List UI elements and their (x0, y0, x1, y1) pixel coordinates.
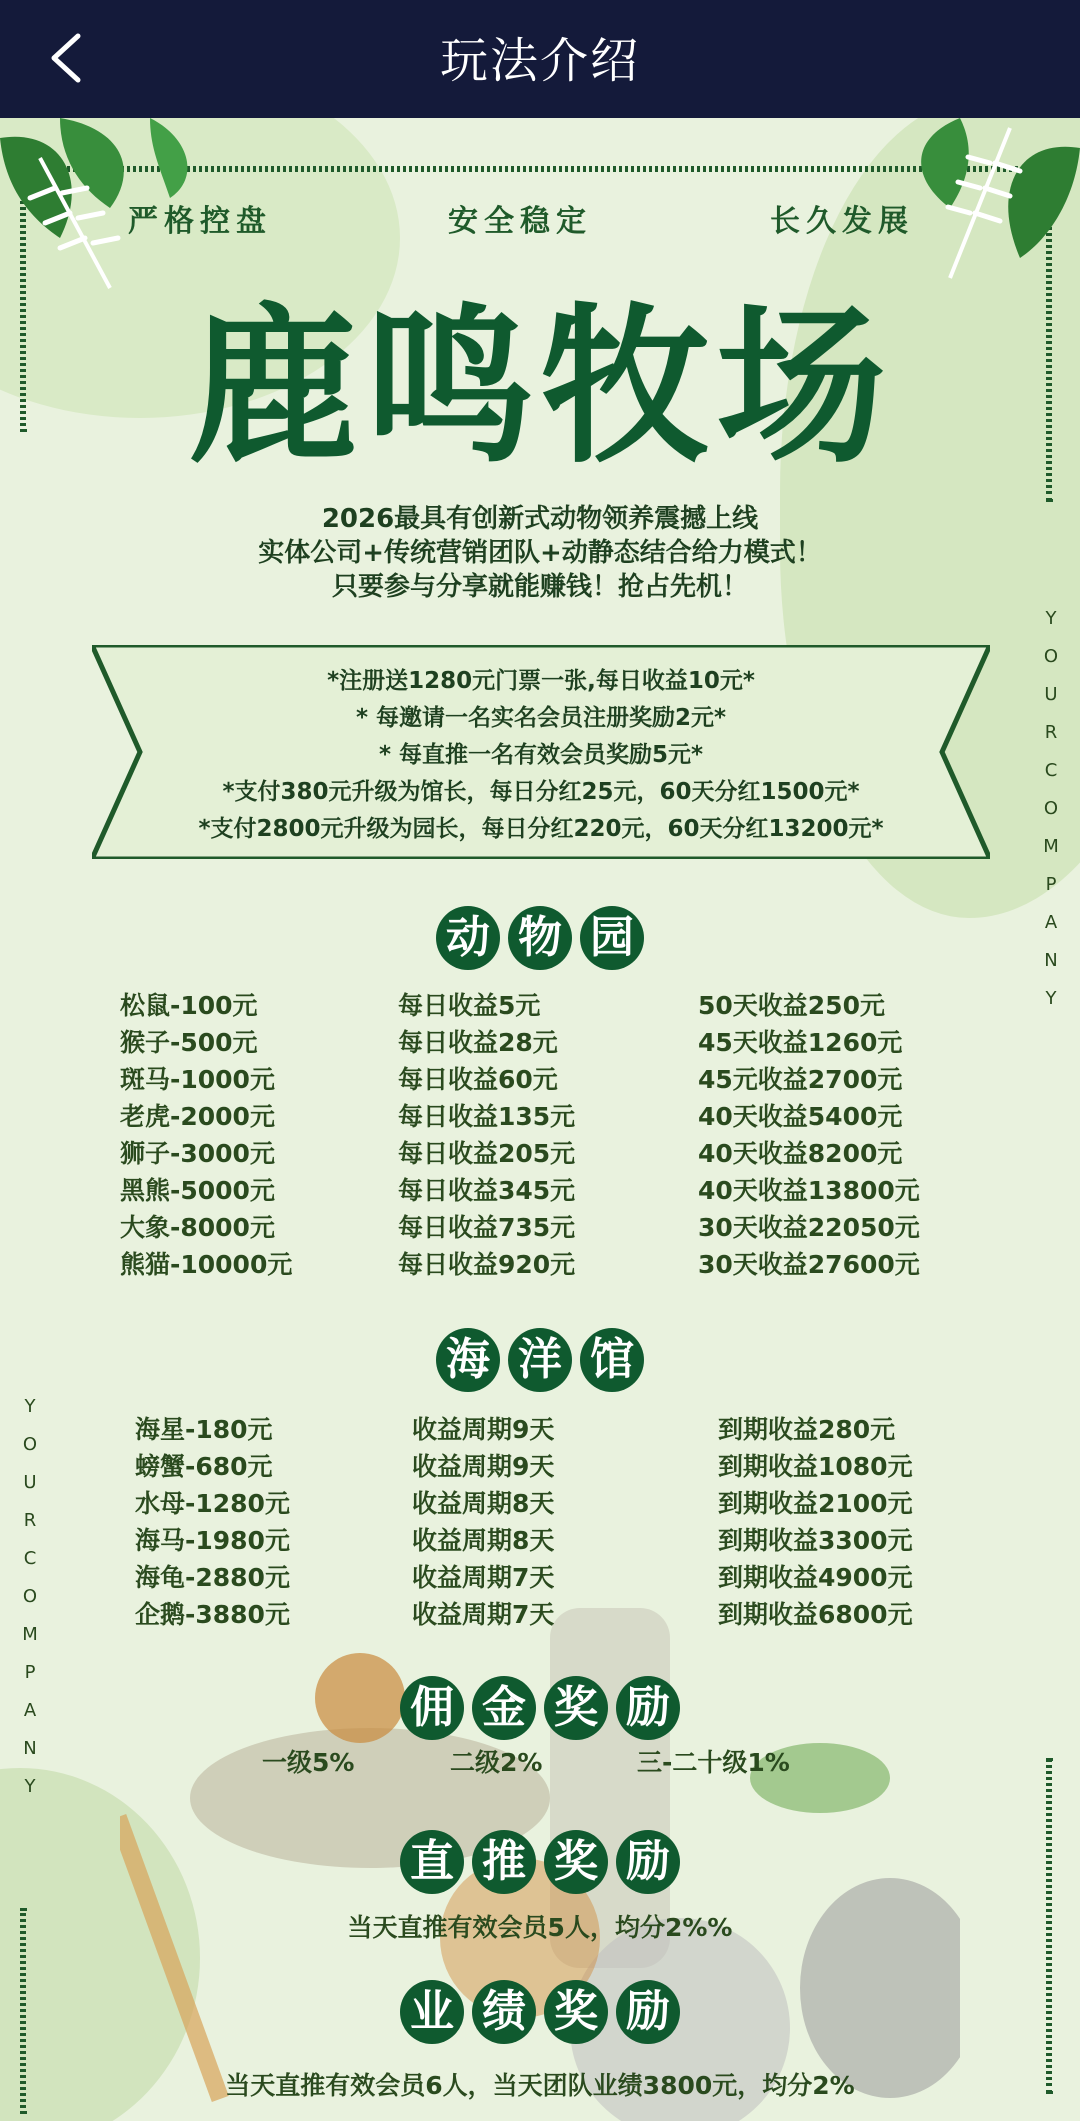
zoo-total: 30天收益27600元 (698, 1250, 920, 1279)
ocean-title (0, 1328, 1080, 1392)
ocean-total: 到期收益4900元 (718, 1563, 913, 1592)
ocean-cycle: 收益周期8天 (412, 1526, 555, 1555)
title-char: 直 (400, 1830, 464, 1894)
vertical-watermark-right (1041, 600, 1061, 1018)
zoo-total: 30天收益22050元 (698, 1213, 920, 1242)
intro-line: 实体公司+传统营销团队+动静态结合给力模式！ (258, 538, 822, 568)
title-char: 佣 (400, 1676, 464, 1740)
ocean-cycle: 收益周期8天 (412, 1489, 555, 1518)
commission-level-2: 二级2% (450, 1748, 543, 1777)
ocean-animal: 企鹅-3880元 (135, 1600, 290, 1629)
watermark-letter: N (23, 1738, 37, 1759)
title-char: 励 (616, 1980, 680, 2044)
title-char: 金 (472, 1676, 536, 1740)
ocean-row (0, 1410, 1080, 1447)
title-char: 奖 (544, 1830, 608, 1894)
zoo-row (0, 1134, 1080, 1171)
watermark-letter: A (23, 1700, 37, 1721)
title-char: 洋 (508, 1328, 572, 1392)
commission-level-3: 三-二十级1% (637, 1748, 790, 1777)
zoo-daily: 每日收益60元 (398, 1065, 558, 1094)
promo-poster (0, 118, 1080, 2121)
watermark-letter: Y (24, 1776, 36, 1797)
zoo-animal: 黑熊-5000元 (120, 1176, 275, 1205)
zoo-daily: 每日收益735元 (398, 1213, 576, 1242)
ocean-total: 到期收益280元 (718, 1415, 896, 1444)
ocean-total: 到期收益6800元 (718, 1600, 913, 1629)
ocean-cycle: 收益周期9天 (412, 1452, 555, 1481)
watermark-letter: M (1043, 836, 1059, 857)
title-char: 励 (616, 1830, 680, 1894)
performance-title (0, 1980, 1080, 2044)
title-char: 馆 (580, 1328, 644, 1392)
title-char: 海 (436, 1328, 500, 1392)
page-title: 玩法介绍 (439, 33, 640, 89)
watermark-letter: Y (24, 1396, 36, 1417)
reward-banner (92, 645, 990, 859)
title-char: 园 (580, 906, 644, 970)
zoo-total: 45天收益1260元 (698, 1028, 903, 1057)
watermark-letter: O (1043, 798, 1059, 819)
zoo-daily: 每日收益205元 (398, 1139, 576, 1168)
zoo-animal: 猴子-500元 (120, 1028, 258, 1057)
watermark-letter: O (22, 1434, 38, 1455)
zoo-daily: 每日收益135元 (398, 1102, 576, 1131)
title-char: 奖 (544, 1980, 608, 2044)
slogan-3: 长久发展 (770, 204, 914, 239)
zoo-animal: 斑马-1000元 (120, 1065, 275, 1094)
direct-text: 当天直推有效会员5人，均分2%% (347, 1913, 733, 1942)
zoo-daily: 每日收益5元 (398, 991, 541, 1020)
banner-line: *注册送1280元门票一张,每日收益10元* (327, 668, 755, 694)
zoo-total: 40天收益13800元 (698, 1176, 920, 1205)
title-char: 业 (400, 1980, 464, 2044)
brand-title: 鹿鸣牧场 (187, 289, 892, 487)
zoo-title (0, 906, 1080, 970)
title-char: 奖 (544, 1676, 608, 1740)
banner-lines (92, 663, 990, 848)
slogan-2: 安全稳定 (448, 204, 592, 239)
zoo-animal: 大象-8000元 (120, 1213, 275, 1242)
watermark-letter: U (23, 1472, 37, 1493)
ocean-cycle: 收益周期7天 (412, 1563, 555, 1592)
ocean-total: 到期收益3300元 (718, 1526, 913, 1555)
ocean-total: 到期收益2100元 (718, 1489, 913, 1518)
banner-line: * 每直推一名有效会员奖励5元* (378, 742, 704, 768)
zoo-animal: 老虎-2000元 (120, 1102, 275, 1131)
watermark-letter: A (1044, 912, 1058, 933)
zoo-animal: 狮子-3000元 (120, 1139, 275, 1168)
slogan-1: 严格控盘 (128, 204, 272, 239)
zoo-row (0, 1208, 1080, 1245)
intro-line: 只要参与分享就能赚钱！抢占先机！ (331, 572, 748, 602)
zoo-daily: 每日收益920元 (398, 1250, 576, 1279)
ocean-animal: 水母-1280元 (135, 1489, 290, 1518)
zoo-total: 40天收益8200元 (698, 1139, 903, 1168)
ocean-row (0, 1484, 1080, 1521)
zoo-total: 40天收益5400元 (698, 1102, 903, 1131)
ocean-row (0, 1558, 1080, 1595)
zoo-row (0, 1097, 1080, 1134)
title-char: 绩 (472, 1980, 536, 2044)
watermark-letter: R (23, 1510, 37, 1531)
intro-line: 2026最具有创新式动物领养震撼上线 (321, 504, 759, 534)
ocean-animal: 海星-180元 (135, 1415, 273, 1444)
commission-level-1: 一级5% (262, 1748, 355, 1777)
zoo-daily: 每日收益345元 (398, 1176, 576, 1205)
zoo-animal: 熊猫-10000元 (120, 1250, 293, 1279)
watermark-letter: R (1044, 722, 1058, 743)
vertical-watermark-left (20, 1388, 40, 1806)
zoo-total: 50天收益250元 (698, 991, 885, 1020)
ocean-row (0, 1447, 1080, 1484)
watermark-letter: O (22, 1586, 38, 1607)
title-char: 物 (508, 906, 572, 970)
commission-title (0, 1676, 1080, 1740)
watermark-letter: M (22, 1624, 38, 1645)
ocean-cycle: 收益周期9天 (412, 1415, 555, 1444)
zoo-row (0, 1060, 1080, 1097)
performance-text: 当天直推有效会员6人，当天团队业绩3800元，均分2% (225, 2071, 855, 2100)
banner-line: *支付2800元升级为园长，每日分红220元，60天分红13200元* (198, 816, 884, 842)
zoo-row (0, 1023, 1080, 1060)
title-char: 励 (616, 1676, 680, 1740)
banner-line: *支付380元升级为馆长，每日分红25元，60天分红1500元* (222, 779, 860, 805)
intro-text (0, 502, 1080, 604)
zoo-table (0, 986, 1080, 1282)
app-header (0, 0, 1080, 118)
watermark-letter: N (1044, 950, 1058, 971)
watermark-letter: Y (1045, 608, 1057, 629)
watermark-letter: P (1045, 874, 1057, 895)
zoo-row (0, 1245, 1080, 1282)
ocean-cycle: 收益周期7天 (412, 1600, 555, 1629)
watermark-letter: P (24, 1662, 36, 1683)
ocean-animal: 海马-1980元 (135, 1526, 290, 1555)
zoo-animal: 松鼠-100元 (120, 991, 258, 1020)
watermark-letter: C (1044, 760, 1058, 781)
watermark-letter: O (1043, 646, 1059, 667)
watermark-letter: Y (1045, 988, 1057, 1009)
ocean-row (0, 1521, 1080, 1558)
banner-line: * 每邀请一名实名会员注册奖励2元* (355, 705, 727, 731)
zoo-row (0, 1171, 1080, 1208)
zoo-row (0, 986, 1080, 1023)
title-char: 推 (472, 1830, 536, 1894)
ocean-animal: 螃蟹-680元 (135, 1452, 273, 1481)
ocean-total: 到期收益1080元 (718, 1452, 913, 1481)
title-char: 动 (436, 906, 500, 970)
zoo-total: 45元收益2700元 (698, 1065, 903, 1094)
watermark-letter: U (1044, 684, 1058, 705)
direct-title (0, 1830, 1080, 1894)
ocean-table (0, 1410, 1080, 1632)
zoo-daily: 每日收益28元 (398, 1028, 558, 1057)
ocean-animal: 海龟-2880元 (135, 1563, 290, 1592)
watermark-letter: C (23, 1548, 37, 1569)
